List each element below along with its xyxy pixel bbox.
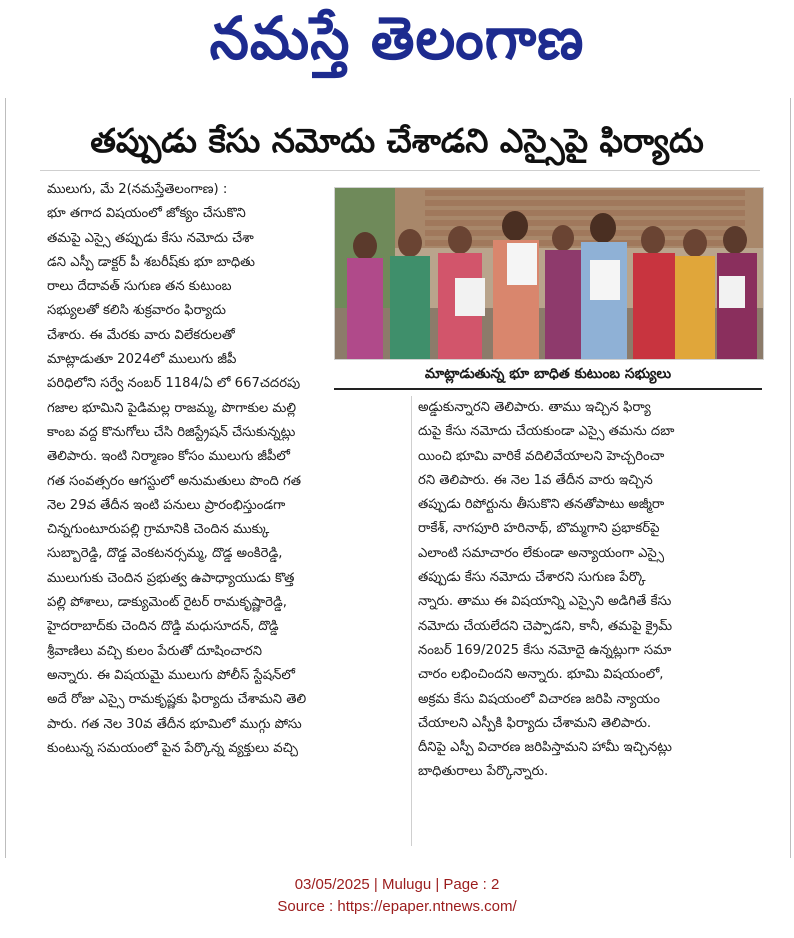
article-column-right: [418, 396, 768, 785]
article-text-line: పల్లి పోశాలు, డాక్యుమెంట్ రైటర్ రామకృష్ణారెడ్డి,: [47, 595, 287, 611]
article-text-line: చారం లభించిందని అన్నారు. భూమి విషయంలో,: [418, 667, 664, 683]
source-footer: [0, 874, 794, 918]
article-text-line: సుబ్బారెడ్డి, దొడ్డ వెంకటనర్సమ్మ, దొడ్డ అంకిరెడ్డి,: [47, 546, 283, 562]
article-text-line: భూ తగాద విషయంలో జోక్యం చేసుకొని: [47, 206, 246, 222]
article-text-line: నెల 29వ తేదీన ఇంటి పనులు ప్రారంభిస్తుండగా: [47, 497, 286, 513]
article-text-line: పారు. గత నెల 30వ తేదీన భూమిలో ముగ్గు పోసు: [47, 716, 302, 732]
article-text-line: అడ్డుకున్నారని తెలిపారు. తాము ఇచ్చిన ఫిర్యా: [418, 400, 651, 415]
article-text-line: సభ్యులతో కలిసి శుక్రవారం ఫిర్యాదు: [47, 303, 226, 319]
article-text-line: గత సంవత్సరం ఆగస్టులో అనుమతులు పొంది గత: [47, 473, 301, 489]
article-text-line: ఎలాంటి సమాచారం లేకుండా అన్యాయంగా ఎస్సై: [418, 545, 665, 561]
article-photo: [334, 187, 764, 360]
article-text-line: రాకేశ్, నాగపూరి హరినాథ్, బొమ్మగాని ప్రభాకర్‌పై: [418, 521, 660, 537]
article-text-line: రని తెలిపారు. ఈ నెల 1వ తేదీన వారు ఇచ్చిన: [418, 472, 653, 488]
article-text-line: శ్రీవాణిలు వచ్చి కులం పేరుతో దూషించారని: [47, 643, 262, 659]
photo-caption: మాట్లాడుతున్న భూ బాధిత కుటుంబ సభ్యులు: [334, 360, 762, 390]
article-text-line: తమపై ఎస్సై తప్పుడు కేసు నమోదు చేశా: [47, 230, 254, 246]
source-link[interactable]: Source : https://epaper.ntnews.com/: [277, 898, 517, 915]
article-text-line: అక్రమ కేసు విషయంలో విచారణ జరిపి న్యాయం: [418, 691, 660, 707]
article-text-line: చేశారు. ఈ మేరకు వారు విలేకరులతో: [47, 327, 235, 343]
article-text-line: న్నారు. తాము ఈ విషయాన్ని ఎస్సైని అడిగితే కేసు: [418, 594, 672, 610]
newspaper-logo: నమస్తే తెలంగాణ: [209, 4, 585, 73]
article-text-line: నంబర్ 169/2025 కేసు నమోదై ఉన్నట్లుగా సమా: [418, 642, 672, 658]
article-text-line: అదే రోజు ఎస్సై రామకృష్ణకు ఫిర్యాదు చేశామని తెలి: [47, 692, 307, 708]
article-text-line: కాంబ వద్ద కొనుగోలు చేసి రిజిస్ట్రేషన్ చేసుకున్నట్లు: [47, 424, 296, 440]
masthead: [0, 0, 794, 92]
article-text-line: పరిధిలోని సర్వే నంబర్ 1184/ఏ లో 667చదరపు: [47, 376, 301, 392]
article-text-line: గజాల భూమిని పైడిమల్ల రాజమ్మ, పొగాకుల మల్లి: [47, 400, 297, 416]
headline-rule: [40, 170, 760, 171]
group-photo-image: [335, 188, 763, 359]
article-text-line: దీనిపై ఎస్పీ విచారణ జరిపిస్తామని హామీ ఇచ్చినట్లు: [418, 740, 672, 756]
article-text-line: మాట్లాడుతూ 2024లో ములుగు జీపీ: [47, 352, 237, 368]
edition-info: 03/05/2025 | Mulugu | Page : 2: [294, 876, 500, 893]
article-text-line: నమోదు చేయలేదని చెప్పాడని, కానీ, తమపై క్రైమ్: [418, 618, 673, 634]
article-text-line: బాధితురాలు పేర్కొన్నారు.: [418, 764, 549, 780]
article-text-line: రాలు దేదావత్ సుగుణ తన కుటుంబ: [47, 279, 232, 295]
article-text-line: తప్పుడు రిపోర్టును తీసుకొని తనతోపాటు అజ్మీరా: [418, 497, 665, 513]
article-text-line: డని ఎస్పీ డాక్టర్ పీ శబరీష్‌కు భూ బాధితు: [47, 254, 255, 270]
article-text-line: కుంటున్న సమయంలో పైన పేర్కొన్న వ్యక్తులు వచ్చి: [47, 740, 298, 756]
column-divider: [411, 396, 412, 846]
article-text-line: చిన్నగుంటూరుపల్లి గ్రామానికి చెందిన ముక్కు: [47, 522, 270, 538]
article-headline: తప్పుడు కేసు నమోదు చేశాడని ఎస్సైపై ఫిర్యాదు: [90, 121, 704, 160]
article-text-line: హైదరాబాద్‌కు చెందిన దొడ్డి మధుసూదన్, దొడ్డి: [47, 619, 279, 635]
article-text-line: దుపై కేసు నమోదు చేయకుండా ఎస్సై తమను దబా: [418, 424, 675, 440]
article-text-line: ములుగు, మే 2(నమస్తేతెలంగాణ) :: [47, 182, 228, 197]
article-text-line: తెలిపారు. ఇంటి నిర్మాణం కోసం ములుగు జీపీలో: [47, 449, 290, 465]
article-text-line: తప్పుడు కేసు నమోదు చేశారని సుగుణ పేర్కొ: [418, 570, 646, 586]
article-text-line: ములుగుకు చెందిన ప్రభుత్వ ఉపాధ్యాయుడు కొత్త: [47, 570, 295, 586]
article-text-line: చేయాలని ఎస్పీకి ఫిర్యాదు చేశామని తెలిపారు.: [418, 715, 652, 731]
article-text-line: అన్నారు. ఈ విషయమై ములుగు పోలీస్ స్టేషన్‌లో: [47, 667, 295, 683]
article-text-line: యించి భూమి వారికే వదిలివేయాలని హెచ్చరించా: [418, 448, 665, 464]
